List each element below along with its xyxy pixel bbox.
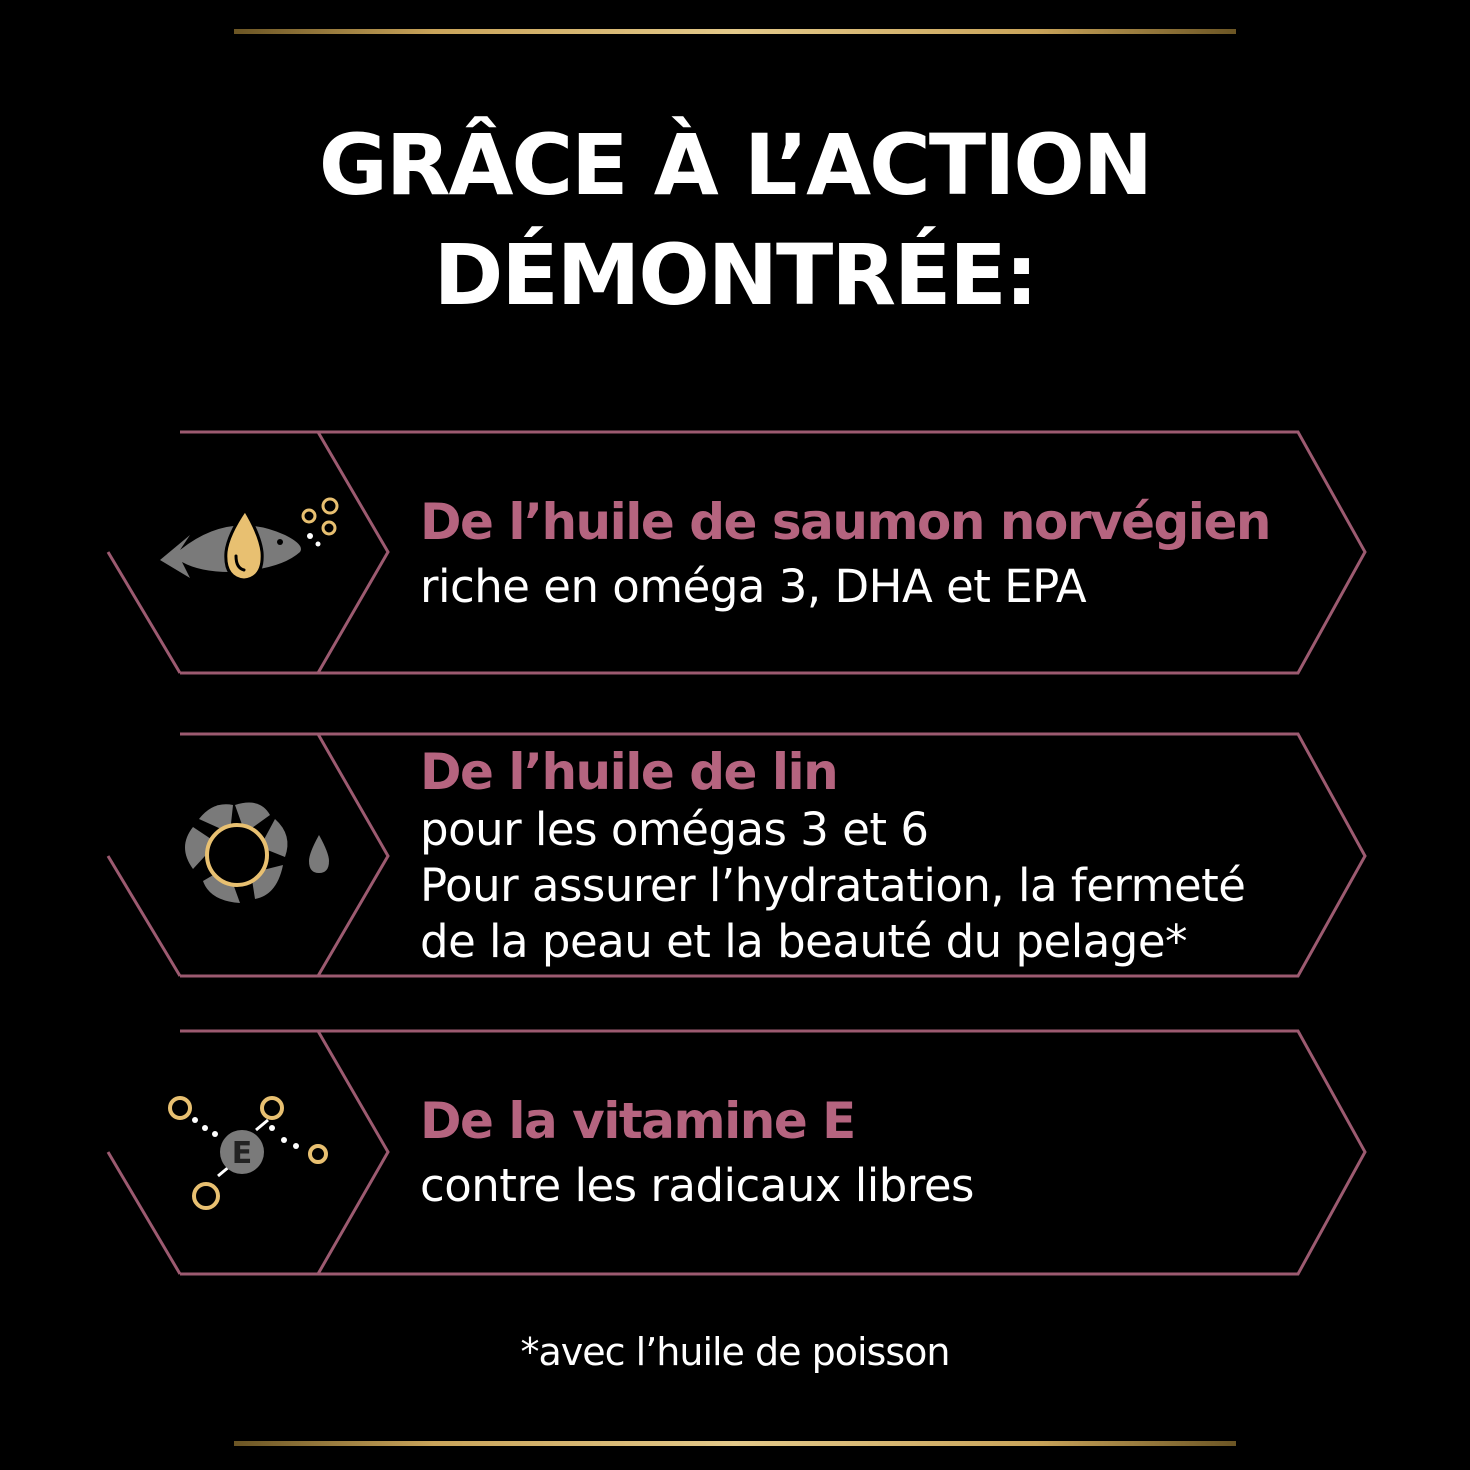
- footnote: *avec l’huile de poisson: [520, 1330, 950, 1374]
- benefit-description: [420, 802, 1380, 970]
- fish-oil-drop-icon: [150, 490, 350, 600]
- bottom-gold-rule: [234, 1441, 1236, 1446]
- benefit-description-line: pour les omégas 3 et 6: [420, 803, 929, 856]
- vitamin-e-label: E: [231, 1136, 253, 1171]
- benefit-panel-3: [420, 1089, 1380, 1219]
- benefit-panel-1: [420, 490, 1380, 620]
- benefit-description-line: contre les radicaux libres: [420, 1159, 975, 1212]
- benefit-description-line: Pour assurer l’hydratation, la fermeté: [420, 859, 1246, 912]
- benefit-description-line: de la peau et la beauté du pelage*: [420, 915, 1188, 968]
- benefit-description-line: riche en oméga 3, DHA et EPA: [420, 560, 1087, 613]
- headline-line-1: GRÂCE À L’ACTION: [318, 116, 1152, 214]
- benefit-description: [420, 554, 1380, 620]
- headline-line-2: DÉMONTRÉE:: [433, 226, 1037, 324]
- vitamin-e-molecule-icon: [160, 1090, 340, 1220]
- flax-flower-drop-icon: [175, 795, 345, 915]
- benefit-title: De la vitamine E: [420, 1092, 855, 1150]
- benefit-title: De l’huile de saumon norvégien: [420, 493, 1270, 551]
- benefit-title: De l’huile de lin: [420, 743, 838, 801]
- benefit-panel-2: [420, 742, 1380, 970]
- benefit-description: [420, 1153, 1380, 1219]
